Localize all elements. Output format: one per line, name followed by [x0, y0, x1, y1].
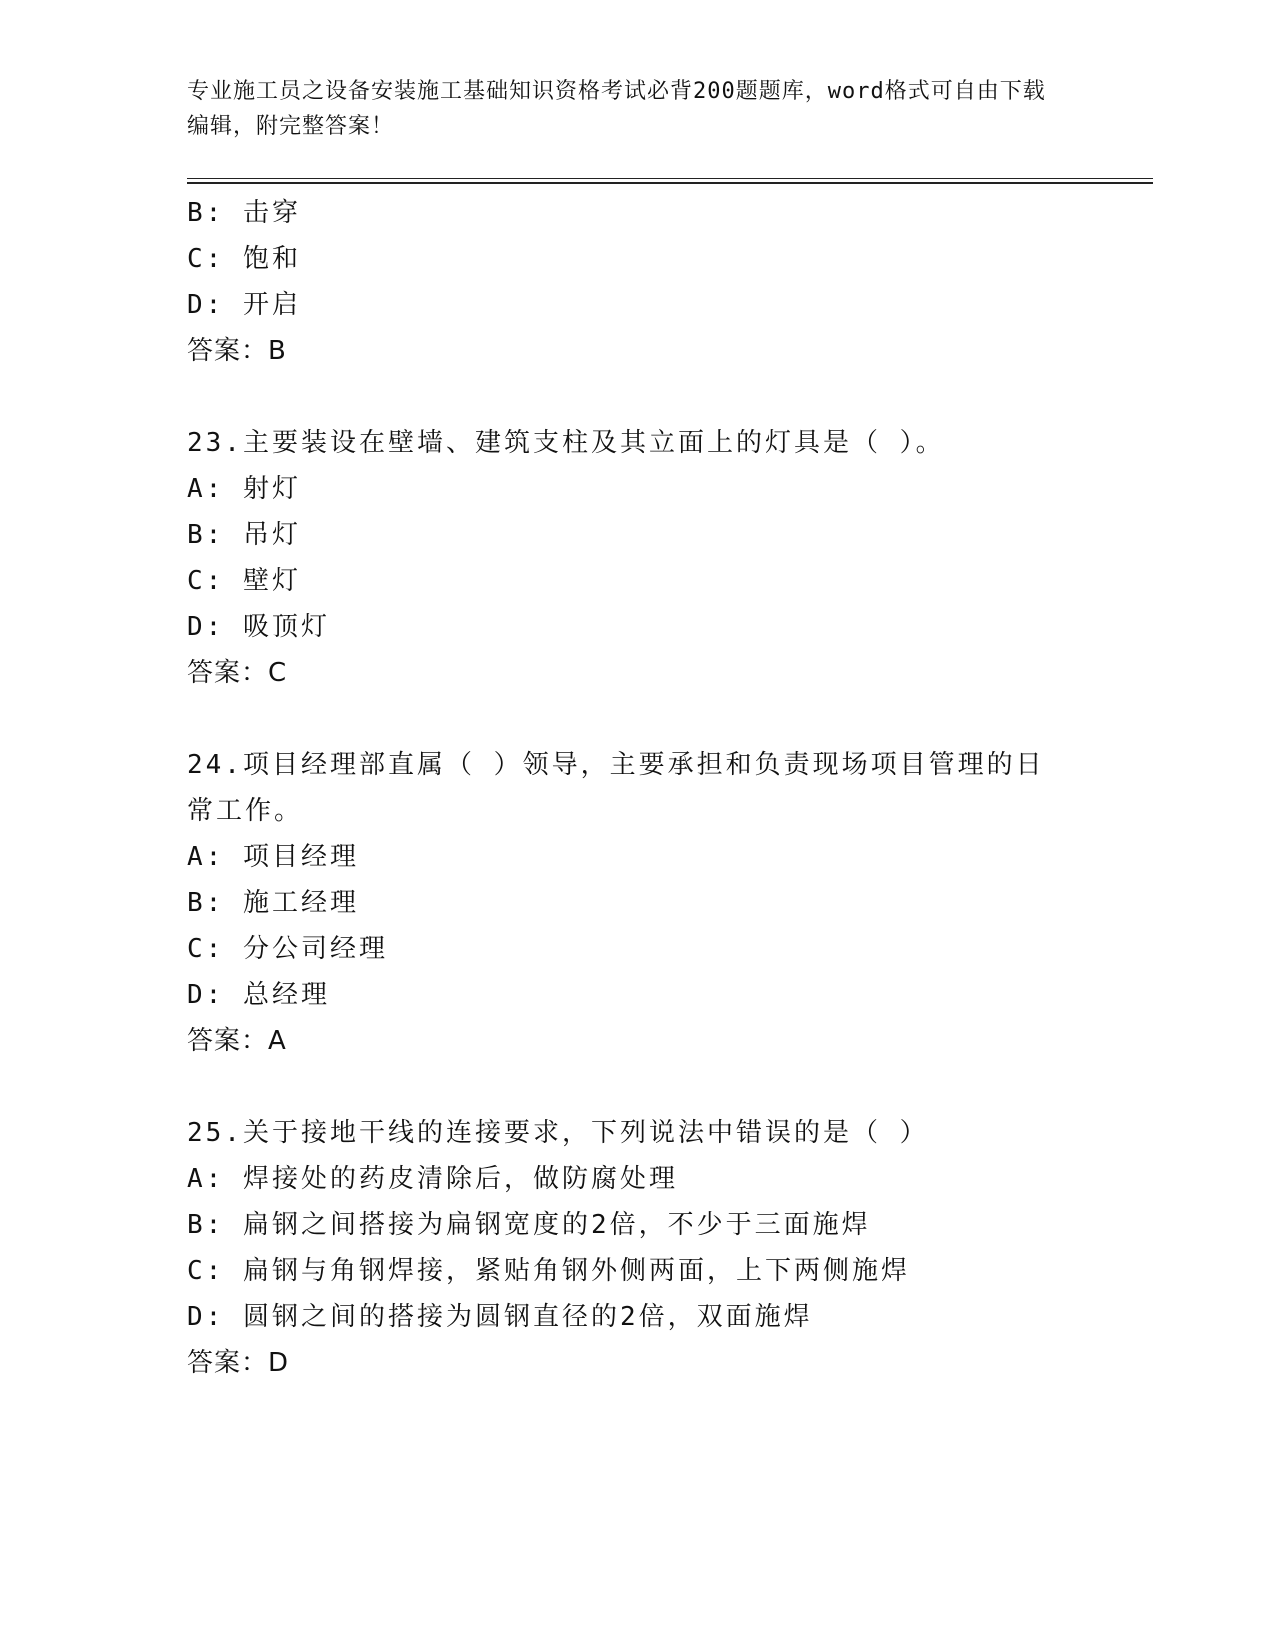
spacer	[187, 696, 1087, 742]
answer-line: 答案：D	[187, 1348, 290, 1378]
option-d: D: 圆钢之间的搭接为圆钢直径的2倍，双面施焊	[187, 1302, 813, 1332]
option-d: D: 总经理	[187, 980, 330, 1010]
option-b: B: 施工经理	[187, 888, 359, 918]
spacer	[187, 374, 1087, 420]
answer-line: 答案：A	[187, 1026, 287, 1056]
option-b: B: 吊灯	[187, 520, 301, 550]
question-text: 25.关于接地干线的连接要求，下列说法中错误的是（ ）	[187, 1118, 929, 1148]
spacer	[187, 1064, 1087, 1110]
header-title: 专业施工员之设备安装施工基础知识资格考试必背200题题库，word格式可自由下载编辑，附完整答案！	[187, 79, 1046, 139]
question-block-24	[187, 742, 1087, 1064]
document-header	[187, 74, 1067, 144]
answer-line: 答案：C	[187, 658, 288, 688]
option-c: C: 壁灯	[187, 566, 301, 596]
question-text: 24.项目经理部直属（ ）领导，主要承担和负责现场项目管理的日常工作。	[187, 750, 1045, 826]
option-b: B: 扁钢之间搭接为扁钢宽度的2倍，不少于三面施焊	[187, 1210, 871, 1240]
option-c: C: 扁钢与角钢焊接，紧贴角钢外侧两面，上下两侧施焊	[187, 1256, 910, 1286]
header-divider	[187, 178, 1153, 179]
option-c: C: 分公司经理	[187, 934, 388, 964]
question-text: 23.主要装设在壁墙、建筑支柱及其立面上的灯具是（ ）。	[187, 428, 945, 458]
option-d: D: 吸顶灯	[187, 612, 330, 642]
option-b: B: 击穿	[187, 198, 301, 228]
answer-line: 答案：B	[187, 336, 287, 366]
option-a: A: 射灯	[187, 474, 301, 504]
question-block-23	[187, 420, 1087, 696]
option-a: A: 焊接处的药皮清除后，做防腐处理	[187, 1164, 678, 1194]
option-a: A: 项目经理	[187, 842, 359, 872]
question-block-25	[187, 1110, 1087, 1386]
question-list	[187, 190, 1087, 1386]
header-divider-thick	[187, 182, 1153, 184]
option-c: C: 饱和	[187, 244, 301, 274]
option-d: D: 开启	[187, 290, 301, 320]
question-block-22	[187, 190, 1087, 374]
